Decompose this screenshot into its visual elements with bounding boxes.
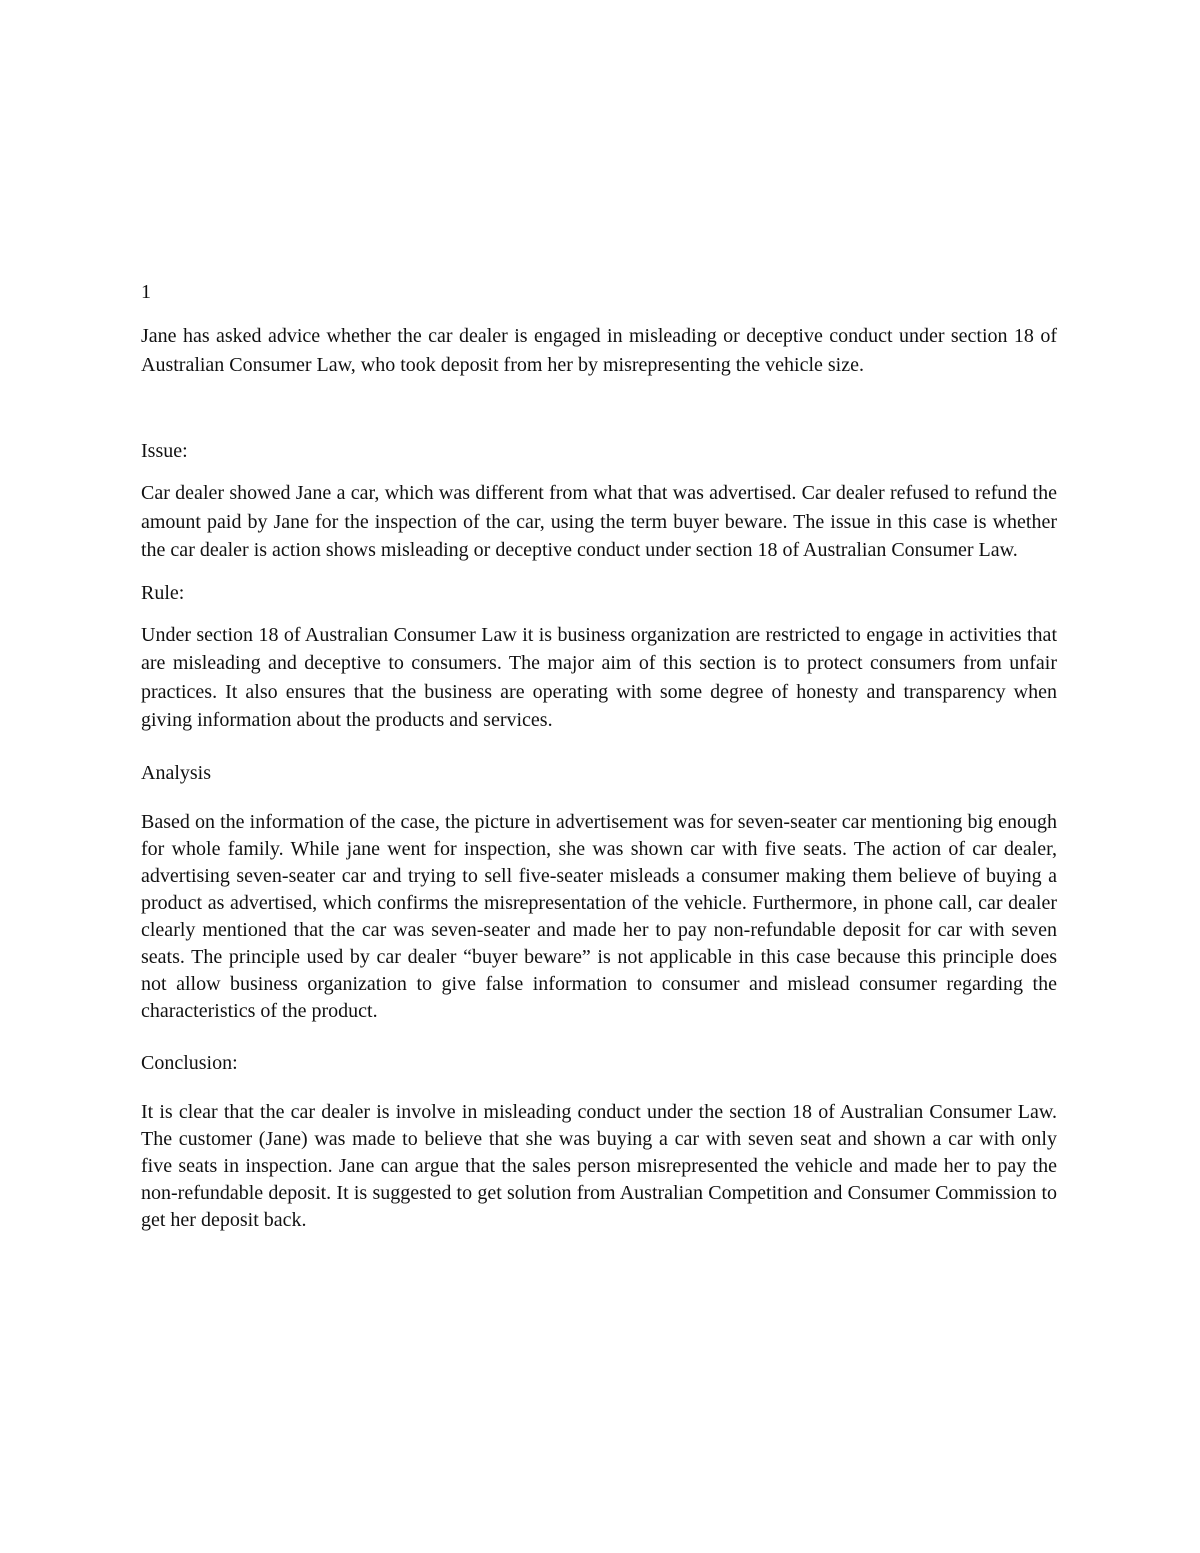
issue-paragraph: Car dealer showed Jane a car, which was different from what that was advertised. Car dealer refused to refund the amount paid by Jane for the inspection of the car, using the term buyer beware. The issue in this case is whether the car dealer is action shows misleading or deceptive conduct under section 18 of Australian Consumer Law. — [141, 482, 1057, 561]
conclusion-paragraph: It is clear that the car dealer is involve in misleading conduct under the section 18 of Australian Consumer Law. The customer (Jane) was made to believe that she was buying a car with seven seat and shown a car with only five seats in inspection. Jane can argue that the sales person misrepresented the vehicle and made her to pay the non-refundable deposit. It is suggested to get solution from Australian Competition and Consumer Commission to get her deposit back. — [141, 1100, 1057, 1231]
rule-heading: Rule: — [141, 581, 185, 604]
rule-paragraph: Under section 18 of Australian Consumer Law it is business organization are restricted to engage in activities that are misleading and deceptive to consumers. The major aim of this section is to protect consumers from unfair practices. It also ensures that the business are operating with some degree of honesty and transparency when giving information about the products and services. — [141, 623, 1057, 731]
analysis-heading: Analysis — [141, 761, 211, 784]
analysis-paragraph: Based on the information of the case, the picture in advertisement was for seven-seater car mentioning big enough for whole family. While jane went for inspection, she was shown car with five seats. The action of car dealer, advertising seven-seater car and trying to sell five-seater misleads a consumer making them believe of buying a product as advertised, which confirms the misrepresentation of the vehicle. Furthermore, in phone call, car dealer clearly mentioned that the car was seven-seater and made her to pay non-refundable deposit for car with seven seats. The principle used by car dealer “buyer beware” is not applicable in this case because this principle does not allow business organization to give false information to consumer and mislead consumer regarding the characteristics of the product. — [141, 810, 1057, 1022]
intro-paragraph: Jane has asked advice whether the car dealer is engaged in misleading or deceptive conduct under section 18 of Australian Consumer Law, who took deposit from her by misrepresenting the vehicle size. — [141, 325, 1057, 376]
document-content — [141, 278, 1057, 1234]
page-number: 1 — [141, 281, 151, 303]
issue-heading: Issue: — [141, 440, 188, 462]
conclusion-heading: Conclusion: — [141, 1051, 238, 1074]
